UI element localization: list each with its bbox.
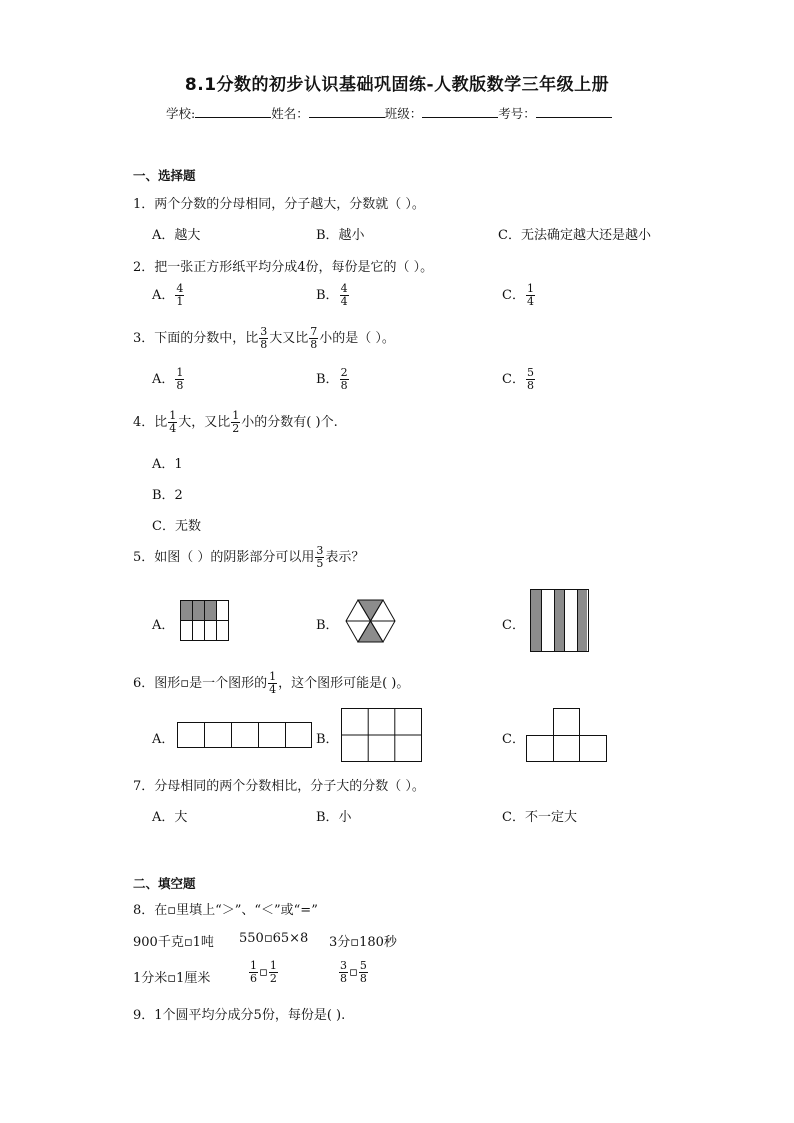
shaded-stripe (531, 590, 541, 652)
question-3-option-c[interactable] (502, 367, 536, 392)
shaded-cell (181, 601, 193, 621)
section-heading-choice: 一、选择题 (133, 168, 196, 183)
option-label: A． (152, 288, 175, 303)
class-label: 班级： (384, 106, 423, 121)
fraction: $\frac{5}{8}$ (526, 366, 534, 392)
q6-t-shape-figure-c[interactable] (526, 708, 608, 764)
question-4-option-c[interactable]: C．无数 (152, 519, 201, 534)
question-2-option-c[interactable] (502, 283, 536, 308)
question-8-stem: 8．在▫里填上“＞”、“＜”或“=” (133, 903, 318, 918)
question-4-option-a[interactable]: A．1 (152, 457, 183, 472)
question-1-option-c[interactable]: C．无法确定越大还是越小 (498, 228, 651, 243)
question-1-stem: 1．两个分数的分母相同，分子越大，分数就（ ）。 (133, 197, 425, 212)
question-6-option-c[interactable]: C． (502, 732, 525, 747)
question-4-option-b[interactable]: B．2 (152, 488, 183, 503)
q5-stripes-figure-c[interactable] (530, 589, 592, 655)
class-blank[interactable] (422, 105, 498, 118)
question-7-option-a[interactable]: A．大 (152, 810, 188, 825)
question-2-option-b[interactable] (316, 283, 350, 308)
q8-item-5[interactable] (248, 960, 279, 985)
question-5-stem: 5．如图（ ）的阴影部分可以用 $\frac{3}{5}$ 表示？ (133, 544, 365, 570)
fraction: $\frac{1}{8}$ (176, 366, 184, 392)
shaded-triangle (358, 621, 383, 642)
fraction: $\frac{5}{8}$ (359, 959, 367, 985)
q8-item-3[interactable]: 3分▫180秒 (329, 935, 397, 950)
q6-grid-figure-b[interactable] (341, 708, 423, 764)
fraction: $\frac{1}{2}$ (232, 409, 240, 435)
question-7-option-c[interactable]: C．不一定大 (502, 810, 577, 825)
question-3-option-a[interactable] (152, 367, 185, 392)
fraction: $\frac{1}{4}$ (169, 409, 177, 435)
question-6-stem: 6．图形▫是一个图形的 $\frac{1}{4}$ ，这个图形可能是( )。 (133, 670, 410, 696)
question-3-option-b[interactable] (316, 367, 350, 392)
school-blank[interactable] (195, 105, 271, 118)
answer-box[interactable]: ▫ (259, 965, 268, 980)
question-4-stem: 4．比 $\frac{1}{4}$ 大，又比 $\frac{1}{2}$ 小的分数有( )个. (133, 409, 338, 435)
option-label: B． (316, 288, 339, 303)
fraction: $\frac{1}{4}$ (269, 670, 277, 696)
question-7-stem: 7．分母相同的两个分数相比，分子大的分数（ ）。 (133, 779, 425, 794)
question-9-stem: 9．1个圆平均分成分5份，每份是( ). (133, 1008, 346, 1023)
fraction: $\frac{3}{8}$ (340, 959, 347, 985)
fraction: $\frac{2}{8}$ (340, 366, 348, 392)
fraction: $\frac{7}{8}$ (310, 325, 318, 351)
fraction: $\frac{3}{8}$ (260, 325, 268, 351)
q8-item-2[interactable]: 550▫65×8 (239, 931, 309, 946)
shaded-cell (205, 601, 217, 621)
option-label: C． (502, 288, 525, 303)
q8-item-6[interactable] (338, 960, 369, 985)
question-5-option-c[interactable]: C． (502, 618, 525, 633)
question-5-option-a[interactable]: A． (152, 618, 175, 633)
fraction: $\frac{4}{1}$ (176, 282, 184, 308)
page-title: 8.1分数的初步认识基础巩固练-人教版数学三年级上册 (184, 75, 610, 95)
fraction: $\frac{1}{2}$ (269, 959, 277, 985)
fraction: $\frac{1}{6}$ (250, 959, 257, 985)
shaded-triangle (358, 600, 383, 621)
exam-no-blank[interactable] (536, 105, 612, 118)
section-heading-fill-blank: 二、填空题 (133, 876, 196, 891)
shaded-cell (193, 601, 205, 621)
question-6-option-a[interactable]: A． (152, 732, 175, 747)
question-1-option-a[interactable]: A．越大 (152, 228, 201, 243)
answer-box[interactable]: ▫ (349, 965, 358, 980)
shaded-stripe (554, 590, 564, 652)
question-2-option-a[interactable] (152, 283, 185, 308)
student-info-line (166, 104, 612, 122)
fraction: $\frac{4}{4}$ (340, 282, 348, 308)
shaded-stripe (577, 590, 587, 652)
school-label: 学校: (166, 106, 196, 121)
question-1-option-b[interactable]: B．越小 (316, 228, 365, 243)
fraction: $\frac{3}{5}$ (316, 544, 324, 570)
q8-item-4[interactable]: 1分米▫1厘米 (133, 971, 211, 986)
name-blank[interactable] (309, 105, 385, 118)
option-label: A． (152, 372, 175, 387)
option-label: C． (502, 372, 525, 387)
question-7-option-b[interactable]: B．小 (316, 810, 352, 825)
q5-grid-figure-a[interactable] (180, 600, 232, 642)
q6-row-figure-a[interactable] (177, 722, 315, 750)
name-label: 姓名： (271, 106, 309, 121)
question-6-option-b[interactable]: B． (316, 732, 339, 747)
q8-item-1[interactable]: 900千克▫1吨 (133, 935, 214, 950)
question-2-stem: 2．把一张正方形纸平均分成4份，每份是它的（ ）。 (133, 260, 434, 275)
exam-no-label: 考号： (498, 106, 536, 121)
question-5-option-b[interactable]: B． (316, 618, 339, 633)
fraction: $\frac{1}{4}$ (526, 282, 534, 308)
q5-hexagon-figure-b[interactable] (345, 599, 397, 645)
option-label: B． (316, 372, 339, 387)
question-3-stem: 3．下面的分数中，比 $\frac{3}{8}$ 大又比 $\frac{7}{8}$ 小的是（ ）。 (133, 325, 395, 351)
